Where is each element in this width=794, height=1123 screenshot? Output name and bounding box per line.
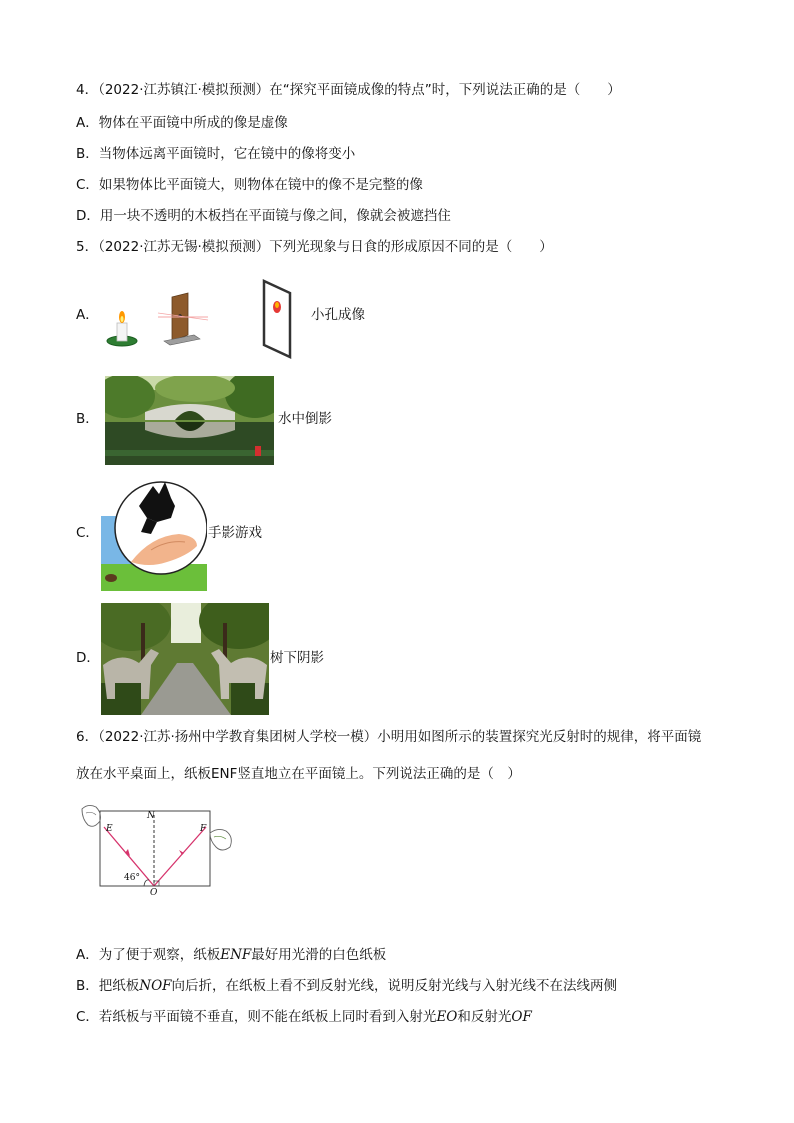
label-e: E bbox=[106, 824, 113, 834]
q6-option-a bbox=[76, 945, 386, 965]
reflection-apparatus-figure bbox=[78, 803, 238, 903]
tree-shadow-photo bbox=[101, 603, 269, 715]
q6-option-b-var: NOF bbox=[139, 978, 172, 994]
q5-option-b-letter: B． bbox=[76, 411, 99, 427]
q6-option-a-pre: A．为了便于观察，纸板 bbox=[76, 947, 221, 963]
q6-option-c-mid: 和反射光 bbox=[457, 1009, 512, 1025]
q6-option-c-var1: EO bbox=[436, 1009, 458, 1025]
q4-option-b: B．当物体远离平面镜时，它在镜中的像将变小 bbox=[76, 146, 356, 162]
q4-stem: 4．（2022·江苏镇江·模拟预测）在“探究平面镜成像的特点”时，下列说法正确的是（ ） bbox=[76, 82, 621, 98]
q4-option-c: C．如果物体比平面镜大，则物体在镜中的像不是完整的像 bbox=[76, 177, 423, 193]
q5-option-a-letter: A． bbox=[76, 307, 99, 323]
label-o: O bbox=[150, 888, 158, 898]
q4-option-d: D．用一块不透明的木板挡在平面镜与像之间，像就会被遮挡住 bbox=[76, 208, 451, 224]
q6-option-c-var2: OF bbox=[511, 1009, 532, 1025]
q5-option-c-caption: 手影游戏 bbox=[208, 525, 262, 541]
label-f: F bbox=[200, 824, 207, 834]
angle-label: 46° bbox=[124, 873, 140, 883]
q6-option-a-var: ENF bbox=[220, 947, 252, 963]
q5-option-a-caption: 小孔成像 bbox=[311, 307, 365, 323]
q4-option-a: A．物体在平面镜中所成的像是虚像 bbox=[76, 115, 288, 131]
q6-option-b-post: 向后折，在纸板上看不到反射光线，说明反射光线与入射光线不在法线两侧 bbox=[171, 978, 618, 994]
water-reflection-photo bbox=[105, 376, 274, 465]
q5-option-d-letter: D． bbox=[76, 650, 100, 666]
hand-shadow-photo bbox=[101, 476, 207, 591]
q6-stem-line2 bbox=[76, 764, 521, 784]
q5-stem: 5．（2022·江苏无锡·模拟预测）下列光现象与日食的形成原因不同的是（ ） bbox=[76, 239, 553, 255]
q5-option-c-letter: C． bbox=[76, 525, 99, 541]
q6-option-b-pre: B．把纸板 bbox=[76, 978, 140, 994]
q6-option-c bbox=[76, 1007, 532, 1027]
q5-option-b-caption: 水中倒影 bbox=[278, 411, 332, 427]
q6-option-a-post: 最好用光滑的白色纸板 bbox=[251, 947, 387, 963]
label-n: N bbox=[147, 811, 155, 821]
pinhole-imaging-image bbox=[104, 275, 304, 360]
q6-stem-line1: 6．（2022·江苏·扬州中学教育集团树人学校一模）小明用如图所示的装置探究光反射时的规律，将平面镜 bbox=[76, 729, 702, 745]
q6-stem-line2-text: 放在水平桌面上，纸板ENF竖直地立在平面镜上。下列说法正确的是（ ） bbox=[76, 766, 521, 782]
q6-option-b bbox=[76, 976, 617, 996]
q6-option-c-pre: C．若纸板与平面镜不垂直，则不能在纸板上同时看到入射光 bbox=[76, 1009, 437, 1025]
q5-option-d-caption: 树下阴影 bbox=[270, 650, 324, 666]
